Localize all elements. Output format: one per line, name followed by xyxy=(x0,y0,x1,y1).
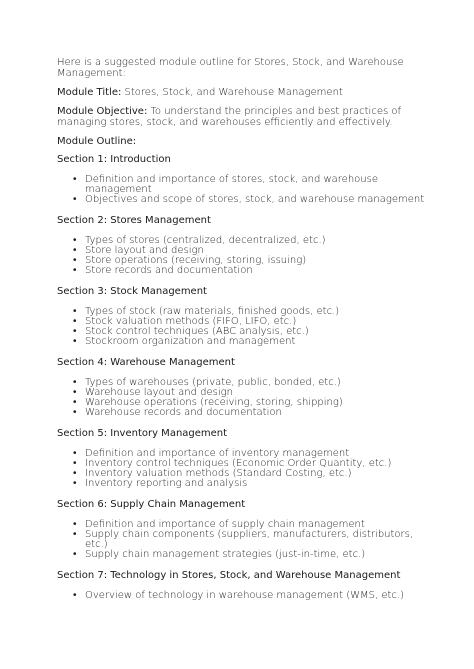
section-bullet-list xyxy=(57,378,427,418)
list-item-text: Warehouse operations (receiving, storing, shipping) xyxy=(85,397,343,408)
section-heading: Section 6: Supply Chain Management xyxy=(57,499,246,510)
section-bullet-list xyxy=(57,520,427,560)
list-item-text: Definition and importance of stores, stock, and warehouse management xyxy=(85,174,378,195)
bullet-icon: • xyxy=(73,448,77,459)
list-item-text: Definition and importance of supply chain management xyxy=(85,519,365,530)
list-item-text: Store operations (receiving, storing, issuing) xyxy=(85,255,307,266)
bullet-icon: • xyxy=(73,397,77,408)
list-item-text: Stock control techniques (ABC analysis, etc.) xyxy=(85,326,309,337)
outline-section xyxy=(57,154,427,205)
list-item-text: Types of warehouses (private, public, bonded, etc.) xyxy=(85,377,341,388)
section-heading: Section 2: Stores Management xyxy=(57,215,211,226)
list-item-text: Supply chain management strategies (just-in-time, etc.) xyxy=(85,549,366,560)
section-heading: Section 5: Inventory Management xyxy=(57,428,228,439)
list-item-text: Types of stores (centralized, decentralized, etc.) xyxy=(85,235,326,246)
bullet-icon: • xyxy=(73,306,77,317)
outline-section xyxy=(57,428,427,489)
list-item xyxy=(57,408,427,418)
document-page xyxy=(57,57,427,611)
module-title-label: Module Title: xyxy=(57,87,122,98)
section-bullet-list xyxy=(57,175,427,205)
module-objective-value: To understand the principles and best practices of managing stores, stock, and warehouses efficiently and effectively. xyxy=(57,106,401,128)
list-item-text: Stockroom organization and management xyxy=(85,336,296,347)
bullet-icon: • xyxy=(73,316,77,327)
bullet-icon: • xyxy=(73,468,77,479)
list-item xyxy=(57,337,427,347)
bullet-icon: • xyxy=(73,407,77,418)
list-item-text: Supply chain components (suppliers, manufacturers, distributors, etc.) xyxy=(85,529,414,550)
list-item-text: Store layout and design xyxy=(85,245,204,256)
intro-paragraph: Here is a suggested module outline for Stores, Stock, and Warehouse Management: xyxy=(57,57,404,79)
list-item xyxy=(57,550,427,560)
bullet-icon: • xyxy=(73,519,77,530)
list-item xyxy=(57,479,427,489)
bullet-icon: • xyxy=(73,377,77,388)
list-item-text: Definition and importance of inventory management xyxy=(85,448,350,459)
list-item-text: Warehouse records and documentation xyxy=(85,407,282,418)
section-bullet-list xyxy=(57,591,427,601)
section-bullet-list xyxy=(57,307,427,347)
bullet-icon: • xyxy=(73,336,77,347)
module-title-value: Stores, Stock, and Warehouse Management xyxy=(121,87,343,98)
list-item xyxy=(57,175,427,195)
bullet-icon: • xyxy=(73,478,77,489)
list-item-text: Overview of technology in warehouse management (WMS, etc.) xyxy=(85,590,405,601)
module-objective-label: Module Objective: xyxy=(57,106,148,117)
list-item-text: Inventory valuation methods (Standard Costing, etc.) xyxy=(85,468,352,479)
list-item-text: Inventory control techniques (Economic Order Quantity, etc.) xyxy=(85,458,392,469)
list-item-text: Warehouse layout and design xyxy=(85,387,233,398)
list-item-text: Types of stock (raw materials, finished goods, etc.) xyxy=(85,306,340,317)
outline-section xyxy=(57,357,427,418)
module-outline-heading: Module Outline: xyxy=(57,136,137,147)
bullet-icon: • xyxy=(73,174,77,185)
module-title-line xyxy=(57,87,427,98)
bullet-icon: • xyxy=(73,245,77,256)
list-item xyxy=(57,266,427,276)
bullet-icon: • xyxy=(73,529,77,540)
section-heading: Section 1: Introduction xyxy=(57,154,171,165)
outline-section xyxy=(57,215,427,276)
list-item-text: Inventory reporting and analysis xyxy=(85,478,248,489)
list-item xyxy=(57,530,427,550)
module-outline-sections xyxy=(57,154,427,601)
section-heading: Section 4: Warehouse Management xyxy=(57,357,235,368)
list-item-text: Store records and documentation xyxy=(85,265,253,276)
bullet-icon: • xyxy=(73,235,77,246)
section-heading: Section 3: Stock Management xyxy=(57,286,207,297)
bullet-icon: • xyxy=(73,265,77,276)
module-objective-line xyxy=(57,106,427,128)
list-item-text: Objectives and scope of stores, stock, and warehouse management xyxy=(85,194,425,205)
outline-section xyxy=(57,286,427,347)
list-item xyxy=(57,591,427,601)
bullet-icon: • xyxy=(73,458,77,469)
bullet-icon: • xyxy=(73,590,77,601)
outline-section xyxy=(57,570,427,601)
bullet-icon: • xyxy=(73,387,77,398)
list-item xyxy=(57,195,427,205)
section-bullet-list xyxy=(57,236,427,276)
outline-section xyxy=(57,499,427,560)
list-item-text: Stock valuation methods (FIFO, LIFO, etc.) xyxy=(85,316,297,327)
section-heading: Section 7: Technology in Stores, Stock, and Warehouse Management xyxy=(57,570,401,581)
bullet-icon: • xyxy=(73,255,77,266)
bullet-icon: • xyxy=(73,194,77,205)
bullet-icon: • xyxy=(73,549,77,560)
section-bullet-list xyxy=(57,449,427,489)
bullet-icon: • xyxy=(73,326,77,337)
